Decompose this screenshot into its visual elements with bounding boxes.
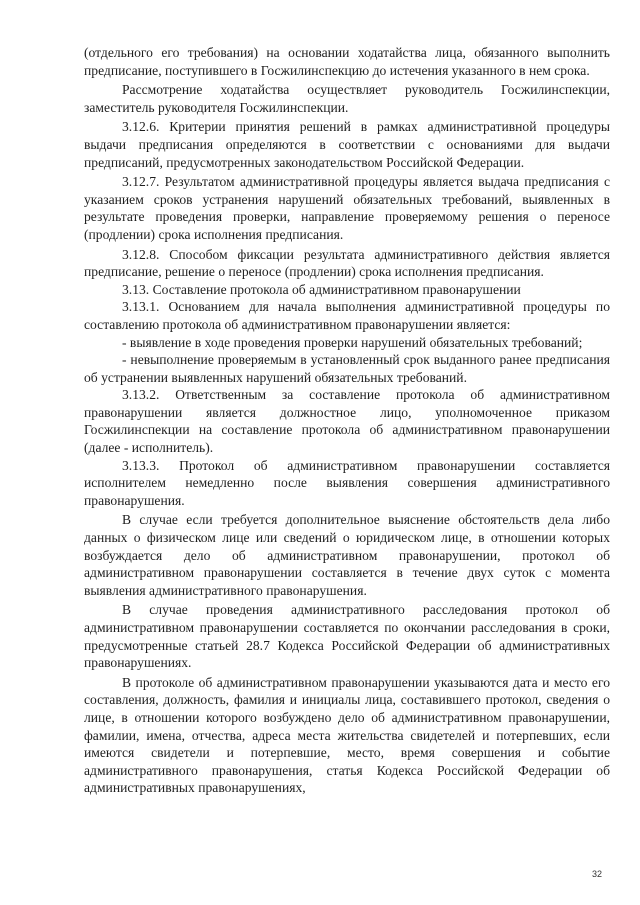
paragraph-continuation: (отдельного его требования) на основании ходатайства лица, обязанного выполнить предписание, поступившего в Госжилинспекцию до истечения указанного в нем срока. xyxy=(84,45,610,78)
section-heading-3-13: 3.13. Составление протокола об административном правонарушении xyxy=(122,281,521,297)
list-item-non-compliance: - невыполнение проверяемым в установленный срок выданного ранее предписания об устранении выявленных нарушений обязательных требований. xyxy=(84,352,610,385)
paragraph-3-13-2: 3.13.2. Ответственным за составление протокола об административном правонарушении является должностное лицо, уполномоченное приказом Госжилинспекции на составление протокола об административном правонарушении (далее - исполнитель). xyxy=(84,387,610,456)
list-item-detection: - выявление в ходе проведения проверки нарушений обязательных требований; xyxy=(122,334,583,350)
paragraph-additional-inquiry: В случае если требуется дополнительное выяснение обстоятельств дела либо данных о физическом лице или сведений о юридическом лице, в отношении которых возбуждается дело об административном правонарушении, протокол об административном правонарушении составляется в течение двух суток с момента выявления административного правонарушения. xyxy=(84,512,610,598)
paragraph-3-13-1: 3.13.1. Основанием для начала выполнения административной процедуры по составлению протокола об административном правонарушении является: xyxy=(84,299,610,332)
body-text xyxy=(84,44,610,797)
page-number: 32 xyxy=(591,869,602,879)
paragraph-3-12-8: 3.12.8. Способом фиксации результата административного действия является предписание, решение о переносе (продлении) срока исполнения предписания. xyxy=(84,246,610,280)
paragraph-review: Рассмотрение ходатайства осуществляет руководитель Госжилинспекции, заместитель руководителя Госжилинспекции. xyxy=(84,82,610,115)
paragraph-investigation: В случае проведения административного расследования протокол об административном правонарушении составляется по окончании расследования в сроки, предусмотренные статьей 28.7 Кодекса Российской Федерации об административных правонарушениях. xyxy=(84,602,610,671)
paragraph-3-12-7: 3.12.7. Результатом административной процедуры является выдача предписания с указанием сроков устранения нарушений обязательных требований, выявленных в результате проведения проверки, направление проверяемому решения о переносе (продлении) срока исполнения предписания. xyxy=(84,174,610,242)
paragraph-protocol-contents: В протоколе об административном правонарушении указываются дата и место его составления, должность, фамилия и инициалы лица, составившего протокол, сведения о лице, в отношении которого возбуждено дело об административном правонарушении, фамилии, имена, отчества, адреса места жительства свидетелей и потерпевших, если имеются свидетели и потерпевшие, место, время совершения и событие административного правонарушения, статья Кодекса Российской Федерации об административных правонарушениях, xyxy=(84,674,610,796)
paragraph-3-13-3: 3.13.3. Протокол об административном правонарушении составляется исполнителем немедленно после выявления совершения административного правонарушения. xyxy=(84,457,610,508)
paragraph-3-12-6: 3.12.6. Критерии принятия решений в рамках административной процедуры выдачи предписания определяются в соответствии с основаниями для выдачи предписаний, предусмотренных законодательством Российской Федерации. xyxy=(84,119,610,170)
